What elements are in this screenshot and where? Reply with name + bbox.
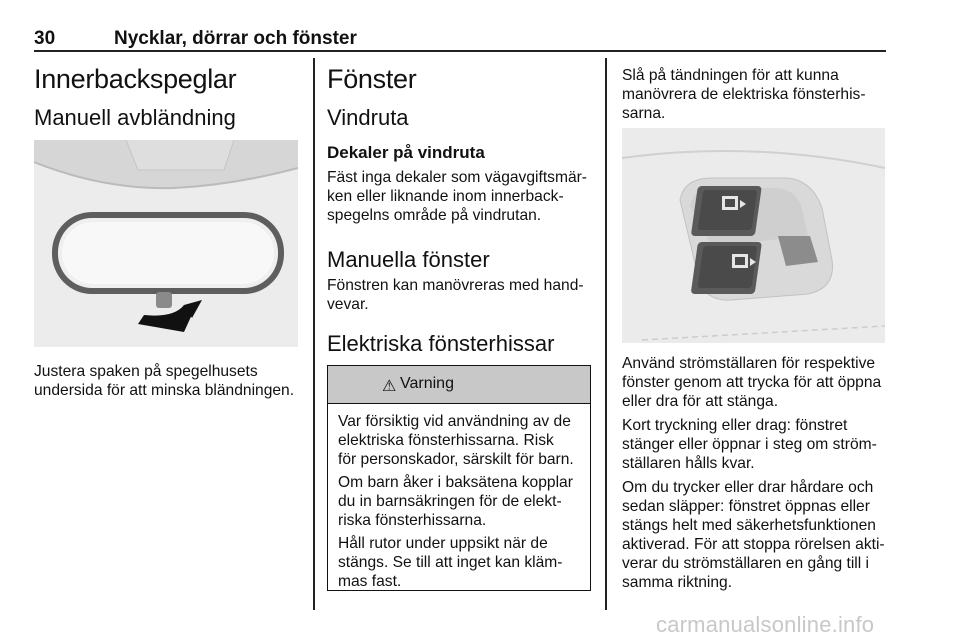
manual-windows-paragraph bbox=[327, 276, 597, 314]
subheading-manual-windows: Manuella fönster bbox=[327, 247, 490, 272]
text-line: Var försiktig vid användning av de bbox=[338, 413, 571, 430]
warning-header bbox=[328, 366, 590, 404]
text-line: stängs. Se till att inget kan kläm- bbox=[338, 554, 563, 571]
column-divider-1 bbox=[313, 58, 315, 610]
text-line: riska fönsterhissarna. bbox=[338, 512, 487, 529]
window-switch-figure bbox=[622, 128, 885, 343]
text-line: Slå på tändningen för att kunna bbox=[622, 67, 839, 84]
text-line: för personskador, särskilt för barn. bbox=[338, 451, 574, 468]
switch-usage-paragraph bbox=[622, 354, 897, 411]
text-line: ställaren hålls kvar. bbox=[622, 455, 755, 472]
text-line: eller dra för att stänga. bbox=[622, 393, 779, 410]
short-press-paragraph bbox=[622, 416, 897, 473]
text-line: mas fast. bbox=[338, 573, 402, 590]
warning-title: Varning bbox=[400, 375, 454, 392]
section-heading-mirrors: Innerbackspeglar bbox=[34, 64, 237, 94]
warning-triangle-icon: ⚠ bbox=[382, 378, 397, 395]
text-line: du in barnsäkringen för de elekt- bbox=[338, 493, 562, 510]
subheading-decals: Dekaler på vindruta bbox=[327, 143, 485, 162]
text-line: Använd strömställaren för respektive bbox=[622, 355, 876, 372]
text-line: verar du strömställaren en gång till i bbox=[622, 555, 870, 572]
warning-body bbox=[338, 412, 588, 591]
subheading-windshield: Vindruta bbox=[327, 105, 409, 130]
hard-press-paragraph bbox=[622, 478, 897, 592]
subheading-manual-dimming: Manuell avbländning bbox=[34, 105, 236, 130]
subheading-electric-windows: Elektriska fönsterhissar bbox=[327, 331, 555, 356]
header-rule bbox=[34, 50, 886, 52]
caption-line: undersida för att minska bländningen. bbox=[34, 382, 295, 399]
text-line: sedan släpper: fönstret öppnas eller bbox=[622, 498, 870, 515]
text-line: Fönstren kan manövreras med hand- bbox=[327, 277, 584, 294]
text-line: vevar. bbox=[327, 296, 369, 313]
warning-box bbox=[327, 365, 591, 591]
text-line: Om du trycker eller drar hårdare och bbox=[622, 479, 874, 496]
page-number: 30 bbox=[34, 28, 56, 49]
warning-paragraph-1 bbox=[338, 412, 588, 469]
rearview-mirror-figure bbox=[34, 140, 298, 347]
chapter-title: Nycklar, dörrar och fönster bbox=[114, 28, 357, 49]
text-line: ken eller liknande inom innerback- bbox=[327, 188, 564, 205]
text-line: samma riktning. bbox=[622, 574, 733, 591]
text-line: elektriska fönsterhissarna. Risk bbox=[338, 432, 554, 449]
text-line: Fäst inga dekaler som vägavgiftsmär- bbox=[327, 169, 587, 186]
text-line: spegelns område på vindrutan. bbox=[327, 207, 542, 224]
text-line: manövrera de elektriska fönsterhis- bbox=[622, 86, 866, 103]
page-header bbox=[34, 26, 886, 48]
column-divider-2 bbox=[605, 58, 607, 610]
mirror-caption bbox=[34, 362, 309, 400]
text-line: Håll rutor under uppsikt när de bbox=[338, 535, 548, 552]
warning-paragraph-2 bbox=[338, 473, 588, 530]
text-line: sarna. bbox=[622, 105, 666, 122]
text-line: fönster genom att trycka för att öppna bbox=[622, 374, 882, 391]
decals-paragraph bbox=[327, 168, 597, 225]
caption-line: Justera spaken på spegelhusets bbox=[34, 363, 258, 380]
text-line: stänger eller öppnar i steg om ström- bbox=[622, 436, 877, 453]
watermark: carmanualsonline.info bbox=[656, 612, 875, 637]
text-line: stängs helt med säkerhetsfunktionen bbox=[622, 517, 876, 534]
text-line: aktiverad. För att stoppa rörelsen akti- bbox=[622, 536, 885, 553]
ignition-paragraph bbox=[622, 66, 892, 123]
warning-paragraph-3 bbox=[338, 534, 588, 591]
section-heading-windows: Fönster bbox=[327, 64, 417, 94]
text-line: Om barn åker i baksätena kopplar bbox=[338, 474, 573, 491]
text-line: Kort tryckning eller drag: fönstret bbox=[622, 417, 848, 434]
